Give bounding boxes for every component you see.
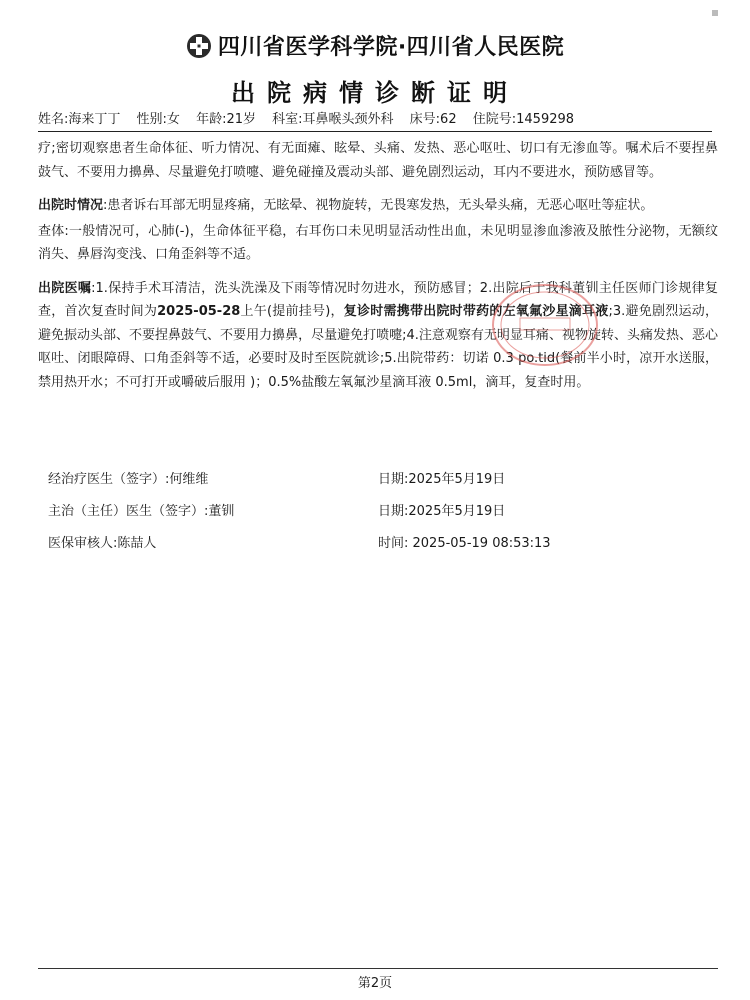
insurance-review-row [48, 532, 708, 564]
patient-admission-no: 住院号:1459298 [472, 112, 575, 127]
insurance-review-time: 时间: 2025-05-19 08:53:13 [378, 536, 551, 551]
patient-dept: 科室:耳鼻喉头颈外科 [272, 112, 394, 127]
discharge-condition-text: :患者诉右耳部无明显疼痛，无眩晕、视物旋转，无畏寒发热，无头晕头痛，无恶心呕吐等症状。 [103, 198, 654, 213]
discharge-advice-label: 出院医嘱 [38, 280, 92, 296]
chief-doctor-signature: 主治（主任）医生（签字）:董钏 [48, 504, 235, 519]
advice-text-3: 上午(提前挂号)， [240, 304, 344, 319]
page-number: 第2页 [357, 976, 393, 991]
patient-bed: 床号:62 [409, 112, 457, 127]
attending-signature-row [48, 468, 708, 500]
hospital-cross-logo-icon [186, 33, 212, 59]
advice-followup-date: 2025-05-28 [157, 304, 241, 319]
scan-corner-mark [712, 10, 718, 16]
patient-sex: 性别:女 [136, 112, 180, 127]
hospital-seal-stamp [490, 280, 600, 370]
advice-text-5: ;3.避免剧烈运动，避免振动头部、不要捏鼻鼓气、不要用力擤鼻，尽量避免打喷嚏;4.注意观察有无明显耳痛、视物旋转、头痛发热、恶心呕吐、闭眼障碍、口角歪斜等不适，必要时及时至医院就诊;5.出院带药：切诺 0.3 po.tid(餐前半小时，凉开水送服，禁用热开水；不可打开或嚼破后服用 )；0.5%盐酸左氧氟沙星滴耳液 0.5ml，滴耳，复查时用。 [38, 304, 718, 390]
discharge-advice-paragraph [38, 277, 718, 395]
insurance-reviewer: 医保审核人:陈喆人 [48, 536, 157, 551]
patient-age: 年龄:21岁 [196, 112, 256, 127]
hospital-name: 四川省医学科学院·四川省人民医院 [217, 35, 565, 60]
advice-text-1: :1.保持手术耳清洁，洗头洗澡及下雨等情况时勿进水，预防感冒；2.出院后于我科董钏主任医师门诊规律复查，首次复查时间为 [38, 280, 718, 319]
footer-divider [38, 968, 718, 969]
signature-block [48, 468, 708, 564]
patient-name: 姓名:海来丁丁 [38, 112, 121, 127]
physical-exam-paragraph: 查体:一般情况可，心肺(-)，生命体征平稳，右耳伤口未见明显活动性出血，未见明显渗血渗液及脓性分泌物，无额纹消失、鼻唇沟变浅、口角歪斜等不适。 [38, 223, 718, 262]
document-title: 出院病情诊断证明 [231, 78, 519, 107]
chief-signature-date: 日期:2025年5月19日 [378, 504, 506, 519]
document-body [38, 137, 718, 404]
chief-signature-row [48, 500, 708, 532]
discharge-condition-paragraph [38, 194, 718, 218]
attending-doctor-signature: 经治疗医生（签字）:何维维 [48, 472, 209, 487]
treatment-paragraph: 疗;密切观察患者生命体征、听力情况、有无面瘫、眩晕、头痛、发热、恶心呕吐、切口有无渗血等。嘱术后不要捏鼻鼓气、不要用力擤鼻、尽量避免打喷嚏、避免碰撞及震动头部、避免剧烈运动，耳内不要进水，预防感冒等。 [38, 141, 718, 180]
document-header [0, 30, 750, 108]
hospital-line [186, 30, 564, 61]
discharge-condition-label: 出院时情况 [38, 198, 104, 213]
advice-bring-medicine: 复诊时需携带出院时带药的左氧氟沙星滴耳液 [343, 304, 609, 319]
patient-info-row [38, 108, 712, 132]
attending-signature-date: 日期:2025年5月19日 [378, 472, 506, 487]
